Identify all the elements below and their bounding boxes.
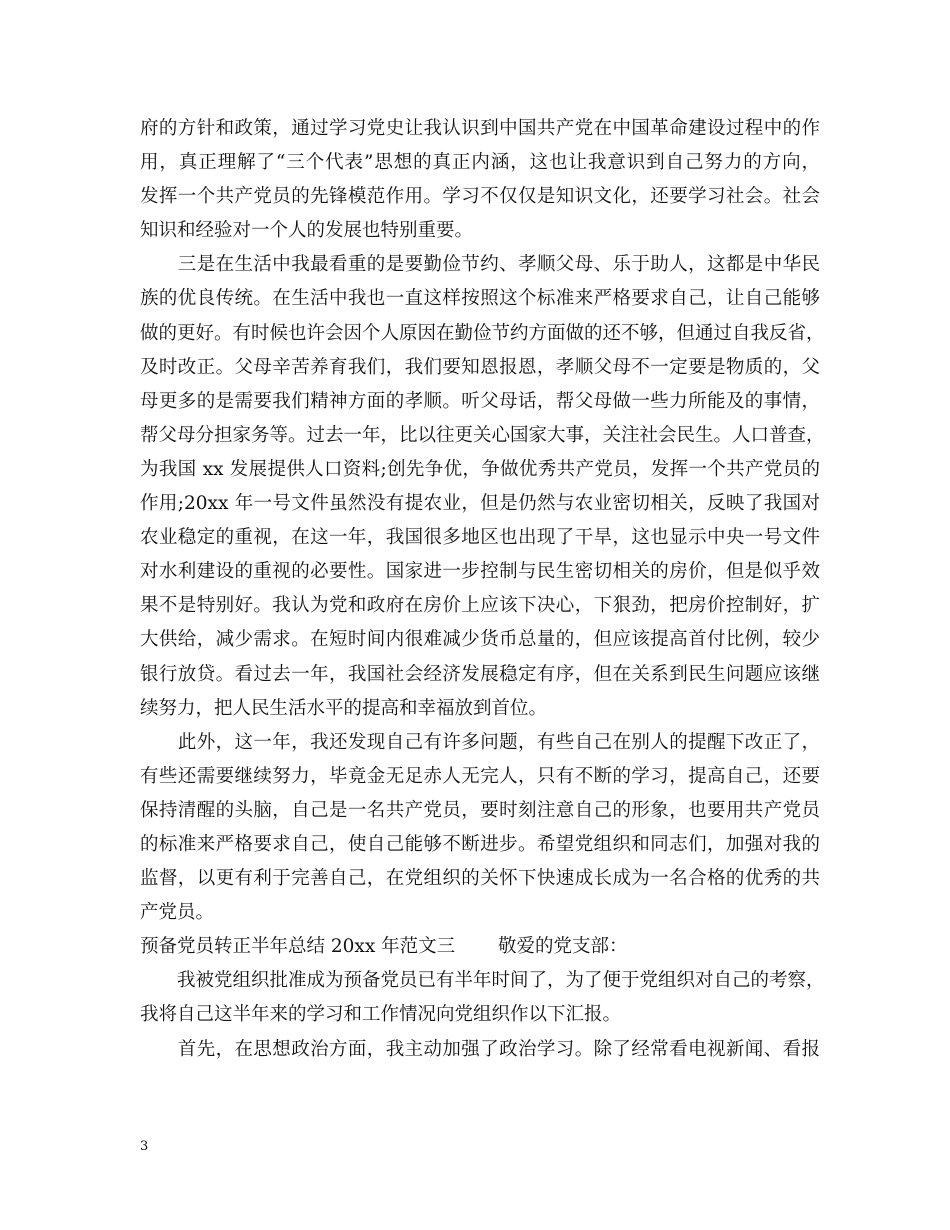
text-line: 预备党员转正半年总结 20xx 年范文三 敬爱的党支部： (140, 936, 628, 958)
text-line: 保持清醒的头脑，自己是一名共产党员，要时刻注意自己的形象，也要用共产党员 (140, 799, 820, 821)
text-line: 为我国 xx 发展提供人口资料;创先争优，争做优秀共产党员，发挥一个共产党员的 (140, 458, 820, 480)
text-line: 知识和经验对一个人的发展也特别重要。 (140, 220, 474, 242)
text-line: 我将自己这半年来的学习和工作情况向党组织作以下汇报。 (140, 1004, 622, 1026)
text-line: 我被党组织批准成为预备党员已有半年时间了，为了便于党组织对自己的考察， (140, 970, 825, 992)
text-line: 作用;20xx 年一号文件虽然没有提农业，但是仍然与农业密切相关，反映了我国对 (140, 493, 820, 515)
text-line: 首先，在思想政治方面，我主动加强了政治学习。除了经常看电视新闻、看报 (140, 1038, 820, 1060)
text-line: 农业稳定的重视，在这一年，我国很多地区也出现了干旱，这也显示中央一号文件 (140, 527, 820, 549)
text-line: 监督，以更有利于完善自己，在党组织的关怀下快速成长成为一名合格的优秀的共 (140, 868, 820, 890)
text-line: 的标准来严格要求自己，使自己能够不断进步。希望党组织和同志们，加强对我的 (140, 833, 820, 855)
text-line: 大供给，减少需求。在短时间内很难减少货币总量的，但应该提高首付比例，较少 (140, 629, 820, 651)
text-line: 做的更好。有时候也许会因个人原因在勤俭节约方面做的还不够，但通过自我反省， (140, 322, 825, 344)
text-line: 及时改正。父母辛苦养育我们，我们要知恩报恩，孝顺父母不一定要是物质的，父 (140, 356, 820, 378)
text-line: 续努力，把人民生活水平的提高和幸福放到首位。 (140, 697, 548, 719)
document-body (140, 112, 825, 1067)
text-line: 三是在生活中我最看重的是要勤俭节约、孝顺父母、乐于助人，这都是中华民 (140, 254, 820, 276)
text-line: 对水利建设的重视的必要性。国家进一步控制与民生密切相关的房价，但是似乎效 (140, 561, 820, 583)
text-line: 此外，这一年，我还发现自己有许多问题，有些自己在别人的提醒下改正了， (140, 731, 820, 753)
page-number: 3 (140, 1139, 149, 1154)
text-line: 银行放贷。看过去一年，我国社会经济发展稳定有序，但在关系到民生问题应该继 (140, 663, 820, 685)
text-line: 发挥一个共产党员的先锋模范作用。学习不仅仅是知识文化，还要学习社会。社会 (140, 186, 820, 208)
text-line: 产党员。 (140, 902, 215, 924)
text-line: 用，真正理解了“三个代表”思想的真正内涵，这也让我意识到自己努力的方向， (140, 152, 820, 174)
text-line: 果不是特别好。我认为党和政府在房价上应该下决心，下狠劲，把房价控制好，扩 (140, 595, 820, 617)
text-line: 府的方针和政策，通过学习党史让我认识到中国共产党在中国革命建设过程中的作 (140, 118, 820, 139)
text-line: 帮父母分担家务等。过去一年，比以往更关心国家大事，关注社会民生。人口普查， (140, 424, 825, 446)
text-line: 母更多的是需要我们精神方面的孝顺。听父母话，帮父母做一些力所能及的事情， (140, 390, 820, 412)
text-line: 族的优良传统。在生活中我也一直这样按照这个标准来严格要求自己，让自己能够 (140, 288, 820, 310)
text-line: 有些还需要继续努力，毕竟金无足赤人无完人，只有不断的学习，提高自己，还要 (140, 765, 820, 787)
